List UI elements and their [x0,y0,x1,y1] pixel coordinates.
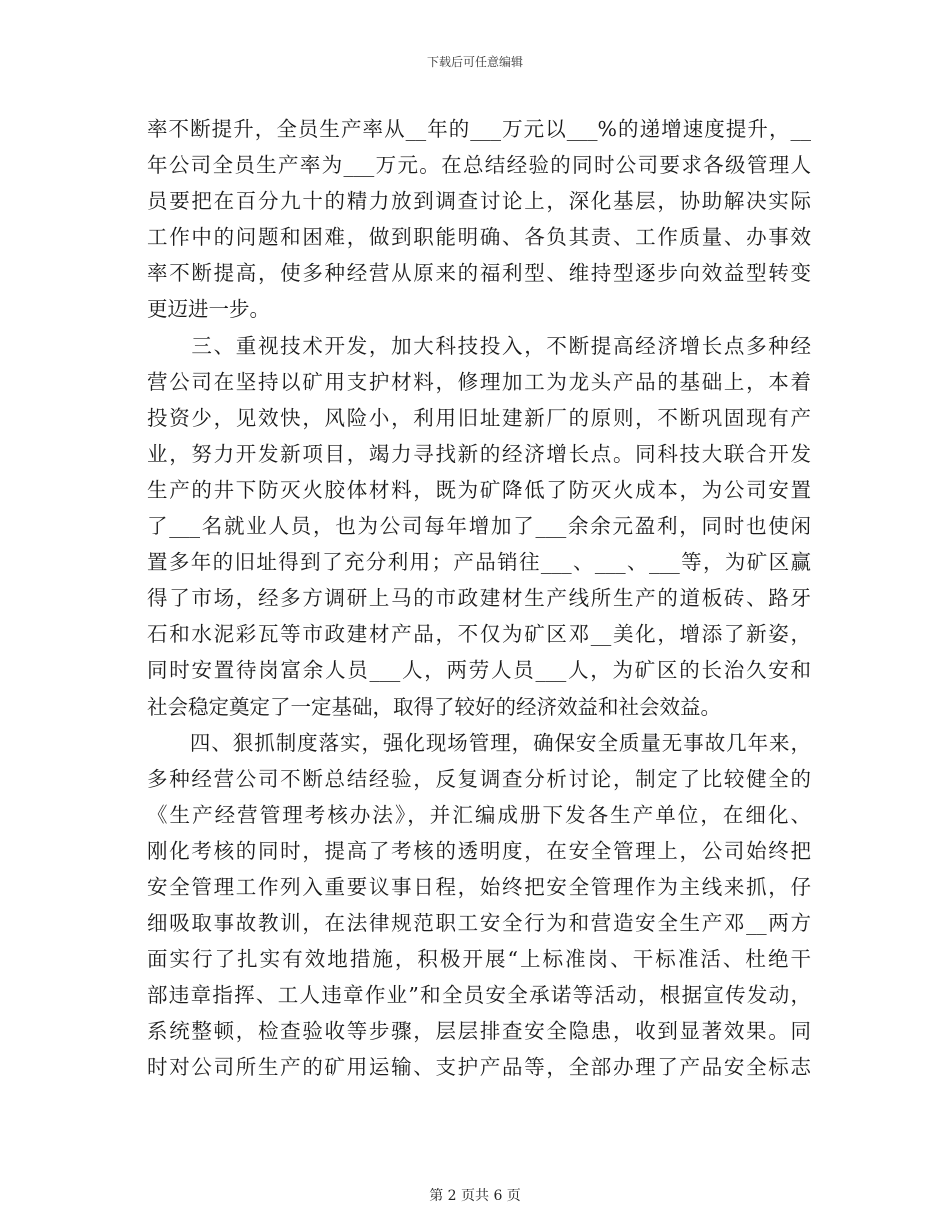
text-line: 率不断提升，全员生产率从__年的___万元以___%的递增速度提升，__ [147,117,811,141]
paragraph-1 [147,111,811,328]
text-line: 社会稳定奠定了一定基础，取得了较好的经济效益和社会效益。 [147,694,721,719]
text-line: 员要把在百分九十的精力放到调查讨论上，深化基层，协助解决实际 [147,189,811,214]
text-line: 得了市场，经多方调研上马的市政建材生产线所生产的道板砖、路牙 [147,586,811,611]
paragraph-3 [147,725,811,1086]
text-line: 更迈进一步。 [147,297,270,322]
text-line: 工作中的问题和困难，做到职能明确、各负其责、工作质量、办事效 [147,225,811,250]
page-number-footer: 第 2 页共 6 页 [429,1188,521,1204]
text-line: 三、重视技术开发，加大科技投入，不断提高经济增长点多种经 [147,333,811,358]
text-line: 安全管理工作列入重要议事日程，始终把安全管理作为主线来抓，仔 [147,874,811,899]
text-line: 业，努力开发新项目，竭力寻找新的经济增长点。同科技大联合开发 [147,441,811,466]
text-line: 四、狠抓制度落实，强化现场管理，确保安全质量无事故几年来， [147,730,811,755]
text-line: 细吸取事故教训，在法律规范职工安全行为和营造安全生产邓__两方 [147,911,811,936]
text-line: 置多年的旧址得到了充分利用；产品销往___、___、___等，为矿区赢 [147,550,811,575]
paragraph-2 [147,328,811,725]
text-line: 系统整顿，检查验收等步骤，层层排查安全隐患，收到显著效果。同 [147,1019,811,1044]
document-body [147,111,811,1086]
page-header: 下载后可任意编辑 [426,55,523,69]
text-line: 时对公司所生产的矿用运输、支护产品等，全部办理了产品安全标志 [147,1055,811,1080]
text-line: 多种经营公司不断总结经验，反复调查分析讨论，制定了比较健全的 [147,766,811,791]
text-line: 刚化考核的同时，提高了考核的透明度，在安全管理上，公司始终把 [147,838,811,863]
text-line: 同时安置待岗富余人员___人，两劳人员___人，为矿区的长治久安和 [147,658,811,683]
text-line: 石和水泥彩瓦等市政建材产品，不仅为矿区邓__美化，增添了新姿， [147,622,811,647]
text-line: 了___名就业人员，也为公司每年增加了___余余元盈利，同时也使闲 [147,514,811,539]
text-line: 部违章指挥、工人违章作业”和全员安全承诺等活动，根据宣传发动， [147,983,811,1008]
text-line: 率不断提高，使多种经营从原来的福利型、维持型逐步向效益型转变 [147,261,811,286]
text-line: 年公司全员生产率为___万元。在总结经验的同时公司要求各级管理人 [147,153,811,178]
text-line: 营公司在坚持以矿用支护材料，修理加工为龙头产品的基础上，本着 [147,369,811,394]
text-line: 《生产经营管理考核办法》，并汇编成册下发各生产单位，在细化、 [147,802,811,827]
text-line: 面实行了扎实有效地措施，积极开展“上标准岗、干标准活、杜绝干 [147,947,811,972]
text-line: 投资少，见效快，风险小，利用旧址建新厂的原则，不断巩固现有产 [147,405,811,430]
text-line: 生产的井下防灭火胶体材料，既为矿降低了防灭火成本，为公司安置 [147,477,811,502]
